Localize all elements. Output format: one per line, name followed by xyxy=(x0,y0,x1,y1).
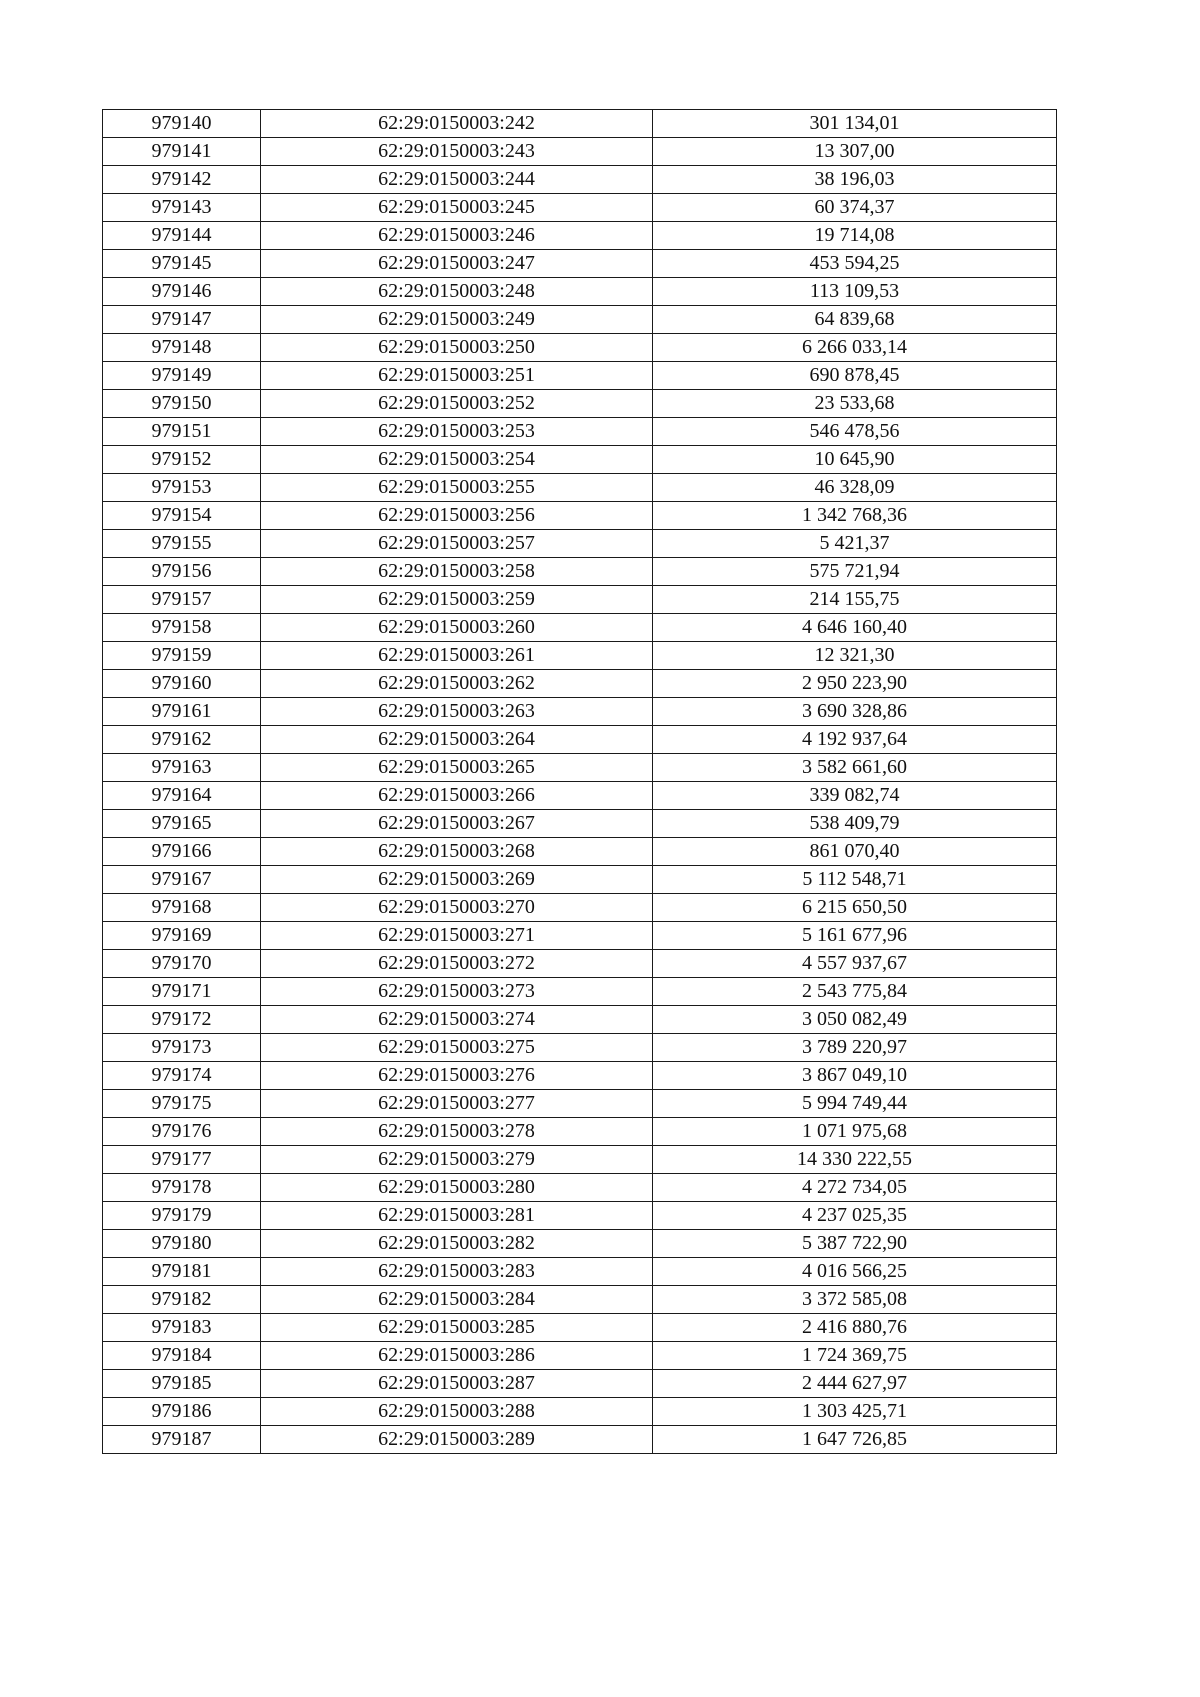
cadastral-number-cell: 62:29:0150003:279 xyxy=(261,1146,653,1174)
row-number-cell: 979175 xyxy=(103,1090,261,1118)
cadastral-number-cell: 62:29:0150003:252 xyxy=(261,390,653,418)
row-number-cell: 979152 xyxy=(103,446,261,474)
cadastral-value-cell: 2 950 223,90 xyxy=(653,670,1057,698)
cadastral-value-cell: 1 071 975,68 xyxy=(653,1118,1057,1146)
row-number-cell: 979151 xyxy=(103,418,261,446)
cadastral-number-cell: 62:29:0150003:272 xyxy=(261,950,653,978)
cadastral-number-cell: 62:29:0150003:288 xyxy=(261,1398,653,1426)
cadastral-number-cell: 62:29:0150003:269 xyxy=(261,866,653,894)
row-number-cell: 979161 xyxy=(103,698,261,726)
cadastral-value-cell: 5 421,37 xyxy=(653,530,1057,558)
cadastral-value-cell: 14 330 222,55 xyxy=(653,1146,1057,1174)
table-row xyxy=(103,586,1057,614)
cadastral-number-cell: 62:29:0150003:267 xyxy=(261,810,653,838)
cadastral-number-cell: 62:29:0150003:258 xyxy=(261,558,653,586)
row-number-cell: 979168 xyxy=(103,894,261,922)
row-number-cell: 979179 xyxy=(103,1202,261,1230)
row-number-cell: 979178 xyxy=(103,1174,261,1202)
cadastral-value-cell: 1 724 369,75 xyxy=(653,1342,1057,1370)
table-row xyxy=(103,446,1057,474)
row-number-cell: 979170 xyxy=(103,950,261,978)
cadastral-number-cell: 62:29:0150003:253 xyxy=(261,418,653,446)
cadastral-number-cell: 62:29:0150003:263 xyxy=(261,698,653,726)
row-number-cell: 979187 xyxy=(103,1426,261,1454)
table-row xyxy=(103,614,1057,642)
cadastral-value-cell: 46 328,09 xyxy=(653,474,1057,502)
cadastral-number-cell: 62:29:0150003:270 xyxy=(261,894,653,922)
cadastral-number-cell: 62:29:0150003:248 xyxy=(261,278,653,306)
row-number-cell: 979158 xyxy=(103,614,261,642)
cadastral-number-cell: 62:29:0150003:242 xyxy=(261,110,653,138)
cadastral-number-cell: 62:29:0150003:276 xyxy=(261,1062,653,1090)
cadastral-value-cell: 60 374,37 xyxy=(653,194,1057,222)
row-number-cell: 979172 xyxy=(103,1006,261,1034)
table-row xyxy=(103,1090,1057,1118)
cadastral-number-cell: 62:29:0150003:246 xyxy=(261,222,653,250)
cadastral-number-cell: 62:29:0150003:284 xyxy=(261,1286,653,1314)
row-number-cell: 979182 xyxy=(103,1286,261,1314)
row-number-cell: 979162 xyxy=(103,726,261,754)
table-row xyxy=(103,530,1057,558)
cadastral-number-cell: 62:29:0150003:245 xyxy=(261,194,653,222)
cadastral-value-cell: 4 016 566,25 xyxy=(653,1258,1057,1286)
table-row xyxy=(103,810,1057,838)
row-number-cell: 979164 xyxy=(103,782,261,810)
cadastral-value-cell: 339 082,74 xyxy=(653,782,1057,810)
table-row xyxy=(103,698,1057,726)
cadastral-value-cell: 13 307,00 xyxy=(653,138,1057,166)
cadastral-value-cell: 3 690 328,86 xyxy=(653,698,1057,726)
row-number-cell: 979183 xyxy=(103,1314,261,1342)
cadastral-value-cell: 4 646 160,40 xyxy=(653,614,1057,642)
row-number-cell: 979150 xyxy=(103,390,261,418)
cadastral-number-cell: 62:29:0150003:243 xyxy=(261,138,653,166)
row-number-cell: 979181 xyxy=(103,1258,261,1286)
cadastral-value-cell: 4 272 734,05 xyxy=(653,1174,1057,1202)
table-row xyxy=(103,502,1057,530)
cadastral-value-cell: 4 237 025,35 xyxy=(653,1202,1057,1230)
table-row xyxy=(103,1034,1057,1062)
row-number-cell: 979184 xyxy=(103,1342,261,1370)
row-number-cell: 979180 xyxy=(103,1230,261,1258)
table-row xyxy=(103,838,1057,866)
cadastral-value-cell: 23 533,68 xyxy=(653,390,1057,418)
table-row xyxy=(103,1230,1057,1258)
cadastral-value-cell: 2 444 627,97 xyxy=(653,1370,1057,1398)
table-row xyxy=(103,754,1057,782)
cadastral-value-cell: 301 134,01 xyxy=(653,110,1057,138)
row-number-cell: 979148 xyxy=(103,334,261,362)
cadastral-number-cell: 62:29:0150003:259 xyxy=(261,586,653,614)
cadastral-value-cell: 3 867 049,10 xyxy=(653,1062,1057,1090)
cadastral-value-cell: 3 582 661,60 xyxy=(653,754,1057,782)
cadastral-value-cell: 575 721,94 xyxy=(653,558,1057,586)
cadastral-number-cell: 62:29:0150003:255 xyxy=(261,474,653,502)
cadastral-number-cell: 62:29:0150003:282 xyxy=(261,1230,653,1258)
cadastral-value-cell: 5 994 749,44 xyxy=(653,1090,1057,1118)
cadastral-value-cell: 3 372 585,08 xyxy=(653,1286,1057,1314)
table-row xyxy=(103,922,1057,950)
cadastral-number-cell: 62:29:0150003:257 xyxy=(261,530,653,558)
cadastral-number-cell: 62:29:0150003:277 xyxy=(261,1090,653,1118)
cadastral-value-cell: 6 266 033,14 xyxy=(653,334,1057,362)
cadastral-number-cell: 62:29:0150003:281 xyxy=(261,1202,653,1230)
cadastral-value-cell: 5 161 677,96 xyxy=(653,922,1057,950)
row-number-cell: 979141 xyxy=(103,138,261,166)
row-number-cell: 979169 xyxy=(103,922,261,950)
table-row xyxy=(103,726,1057,754)
cadastral-number-cell: 62:29:0150003:249 xyxy=(261,306,653,334)
table-row xyxy=(103,642,1057,670)
cadastral-value-cell: 38 196,03 xyxy=(653,166,1057,194)
cadastral-number-cell: 62:29:0150003:244 xyxy=(261,166,653,194)
cadastral-value-cell: 64 839,68 xyxy=(653,306,1057,334)
cadastral-number-cell: 62:29:0150003:262 xyxy=(261,670,653,698)
table-row xyxy=(103,1118,1057,1146)
cadastral-number-cell: 62:29:0150003:273 xyxy=(261,978,653,1006)
cadastral-number-cell: 62:29:0150003:247 xyxy=(261,250,653,278)
row-number-cell: 979144 xyxy=(103,222,261,250)
cadastral-value-cell: 3 789 220,97 xyxy=(653,1034,1057,1062)
row-number-cell: 979155 xyxy=(103,530,261,558)
row-number-cell: 979173 xyxy=(103,1034,261,1062)
row-number-cell: 979146 xyxy=(103,278,261,306)
table-row xyxy=(103,1062,1057,1090)
cadastral-value-cell: 113 109,53 xyxy=(653,278,1057,306)
cadastral-number-cell: 62:29:0150003:280 xyxy=(261,1174,653,1202)
cadastral-number-cell: 62:29:0150003:283 xyxy=(261,1258,653,1286)
row-number-cell: 979165 xyxy=(103,810,261,838)
table-row xyxy=(103,390,1057,418)
cadastral-number-cell: 62:29:0150003:278 xyxy=(261,1118,653,1146)
row-number-cell: 979149 xyxy=(103,362,261,390)
cadastral-value-cell: 546 478,56 xyxy=(653,418,1057,446)
row-number-cell: 979156 xyxy=(103,558,261,586)
table-row xyxy=(103,670,1057,698)
table-row xyxy=(103,278,1057,306)
row-number-cell: 979174 xyxy=(103,1062,261,1090)
cadastral-value-cell: 3 050 082,49 xyxy=(653,1006,1057,1034)
table-row xyxy=(103,866,1057,894)
cadastral-value-cell: 6 215 650,50 xyxy=(653,894,1057,922)
cadastral-value-cell: 2 543 775,84 xyxy=(653,978,1057,1006)
cadastral-value-cell: 4 557 937,67 xyxy=(653,950,1057,978)
table-row xyxy=(103,978,1057,1006)
cadastral-number-cell: 62:29:0150003:268 xyxy=(261,838,653,866)
cadastral-value-table xyxy=(102,109,1057,1454)
cadastral-number-cell: 62:29:0150003:251 xyxy=(261,362,653,390)
cadastral-value-cell: 10 645,90 xyxy=(653,446,1057,474)
cadastral-number-cell: 62:29:0150003:287 xyxy=(261,1370,653,1398)
table-row xyxy=(103,362,1057,390)
table-row xyxy=(103,558,1057,586)
table-row xyxy=(103,782,1057,810)
table-row xyxy=(103,110,1057,138)
table-row xyxy=(103,418,1057,446)
cadastral-value-cell: 1 342 768,36 xyxy=(653,502,1057,530)
row-number-cell: 979147 xyxy=(103,306,261,334)
cadastral-number-cell: 62:29:0150003:275 xyxy=(261,1034,653,1062)
table-row xyxy=(103,250,1057,278)
row-number-cell: 979154 xyxy=(103,502,261,530)
table-row xyxy=(103,1286,1057,1314)
table-row xyxy=(103,306,1057,334)
table-row xyxy=(103,1398,1057,1426)
cadastral-value-cell: 453 594,25 xyxy=(653,250,1057,278)
table-body xyxy=(103,110,1057,1454)
row-number-cell: 979176 xyxy=(103,1118,261,1146)
cadastral-number-cell: 62:29:0150003:260 xyxy=(261,614,653,642)
table-row xyxy=(103,1342,1057,1370)
cadastral-value-cell: 4 192 937,64 xyxy=(653,726,1057,754)
cadastral-value-cell: 1 303 425,71 xyxy=(653,1398,1057,1426)
table-row xyxy=(103,334,1057,362)
cadastral-value-cell: 690 878,45 xyxy=(653,362,1057,390)
cadastral-number-cell: 62:29:0150003:256 xyxy=(261,502,653,530)
table-row xyxy=(103,138,1057,166)
row-number-cell: 979160 xyxy=(103,670,261,698)
row-number-cell: 979153 xyxy=(103,474,261,502)
row-number-cell: 979185 xyxy=(103,1370,261,1398)
cadastral-number-cell: 62:29:0150003:266 xyxy=(261,782,653,810)
cadastral-number-cell: 62:29:0150003:261 xyxy=(261,642,653,670)
row-number-cell: 979157 xyxy=(103,586,261,614)
table-row xyxy=(103,1258,1057,1286)
row-number-cell: 979186 xyxy=(103,1398,261,1426)
row-number-cell: 979143 xyxy=(103,194,261,222)
row-number-cell: 979145 xyxy=(103,250,261,278)
row-number-cell: 979167 xyxy=(103,866,261,894)
cadastral-number-cell: 62:29:0150003:285 xyxy=(261,1314,653,1342)
cadastral-value-cell: 861 070,40 xyxy=(653,838,1057,866)
row-number-cell: 979140 xyxy=(103,110,261,138)
table-row xyxy=(103,222,1057,250)
cadastral-number-cell: 62:29:0150003:254 xyxy=(261,446,653,474)
cadastral-number-cell: 62:29:0150003:271 xyxy=(261,922,653,950)
table-row xyxy=(103,474,1057,502)
table-row xyxy=(103,194,1057,222)
row-number-cell: 979159 xyxy=(103,642,261,670)
table-row xyxy=(103,1426,1057,1454)
cadastral-value-cell: 1 647 726,85 xyxy=(653,1426,1057,1454)
cadastral-number-cell: 62:29:0150003:286 xyxy=(261,1342,653,1370)
table-row xyxy=(103,950,1057,978)
cadastral-value-cell: 214 155,75 xyxy=(653,586,1057,614)
table-row xyxy=(103,1174,1057,1202)
row-number-cell: 979142 xyxy=(103,166,261,194)
cadastral-value-cell: 19 714,08 xyxy=(653,222,1057,250)
cadastral-value-cell: 2 416 880,76 xyxy=(653,1314,1057,1342)
cadastral-number-cell: 62:29:0150003:274 xyxy=(261,1006,653,1034)
cadastral-number-cell: 62:29:0150003:265 xyxy=(261,754,653,782)
cadastral-number-cell: 62:29:0150003:289 xyxy=(261,1426,653,1454)
table-row xyxy=(103,1006,1057,1034)
table-row xyxy=(103,1202,1057,1230)
table-row xyxy=(103,894,1057,922)
cadastral-value-cell: 5 112 548,71 xyxy=(653,866,1057,894)
cadastral-value-cell: 12 321,30 xyxy=(653,642,1057,670)
cadastral-value-cell: 538 409,79 xyxy=(653,810,1057,838)
table-row xyxy=(103,1146,1057,1174)
row-number-cell: 979171 xyxy=(103,978,261,1006)
table-row xyxy=(103,166,1057,194)
row-number-cell: 979177 xyxy=(103,1146,261,1174)
row-number-cell: 979163 xyxy=(103,754,261,782)
row-number-cell: 979166 xyxy=(103,838,261,866)
table-row xyxy=(103,1370,1057,1398)
cadastral-number-cell: 62:29:0150003:250 xyxy=(261,334,653,362)
table-row xyxy=(103,1314,1057,1342)
cadastral-number-cell: 62:29:0150003:264 xyxy=(261,726,653,754)
cadastral-value-cell: 5 387 722,90 xyxy=(653,1230,1057,1258)
